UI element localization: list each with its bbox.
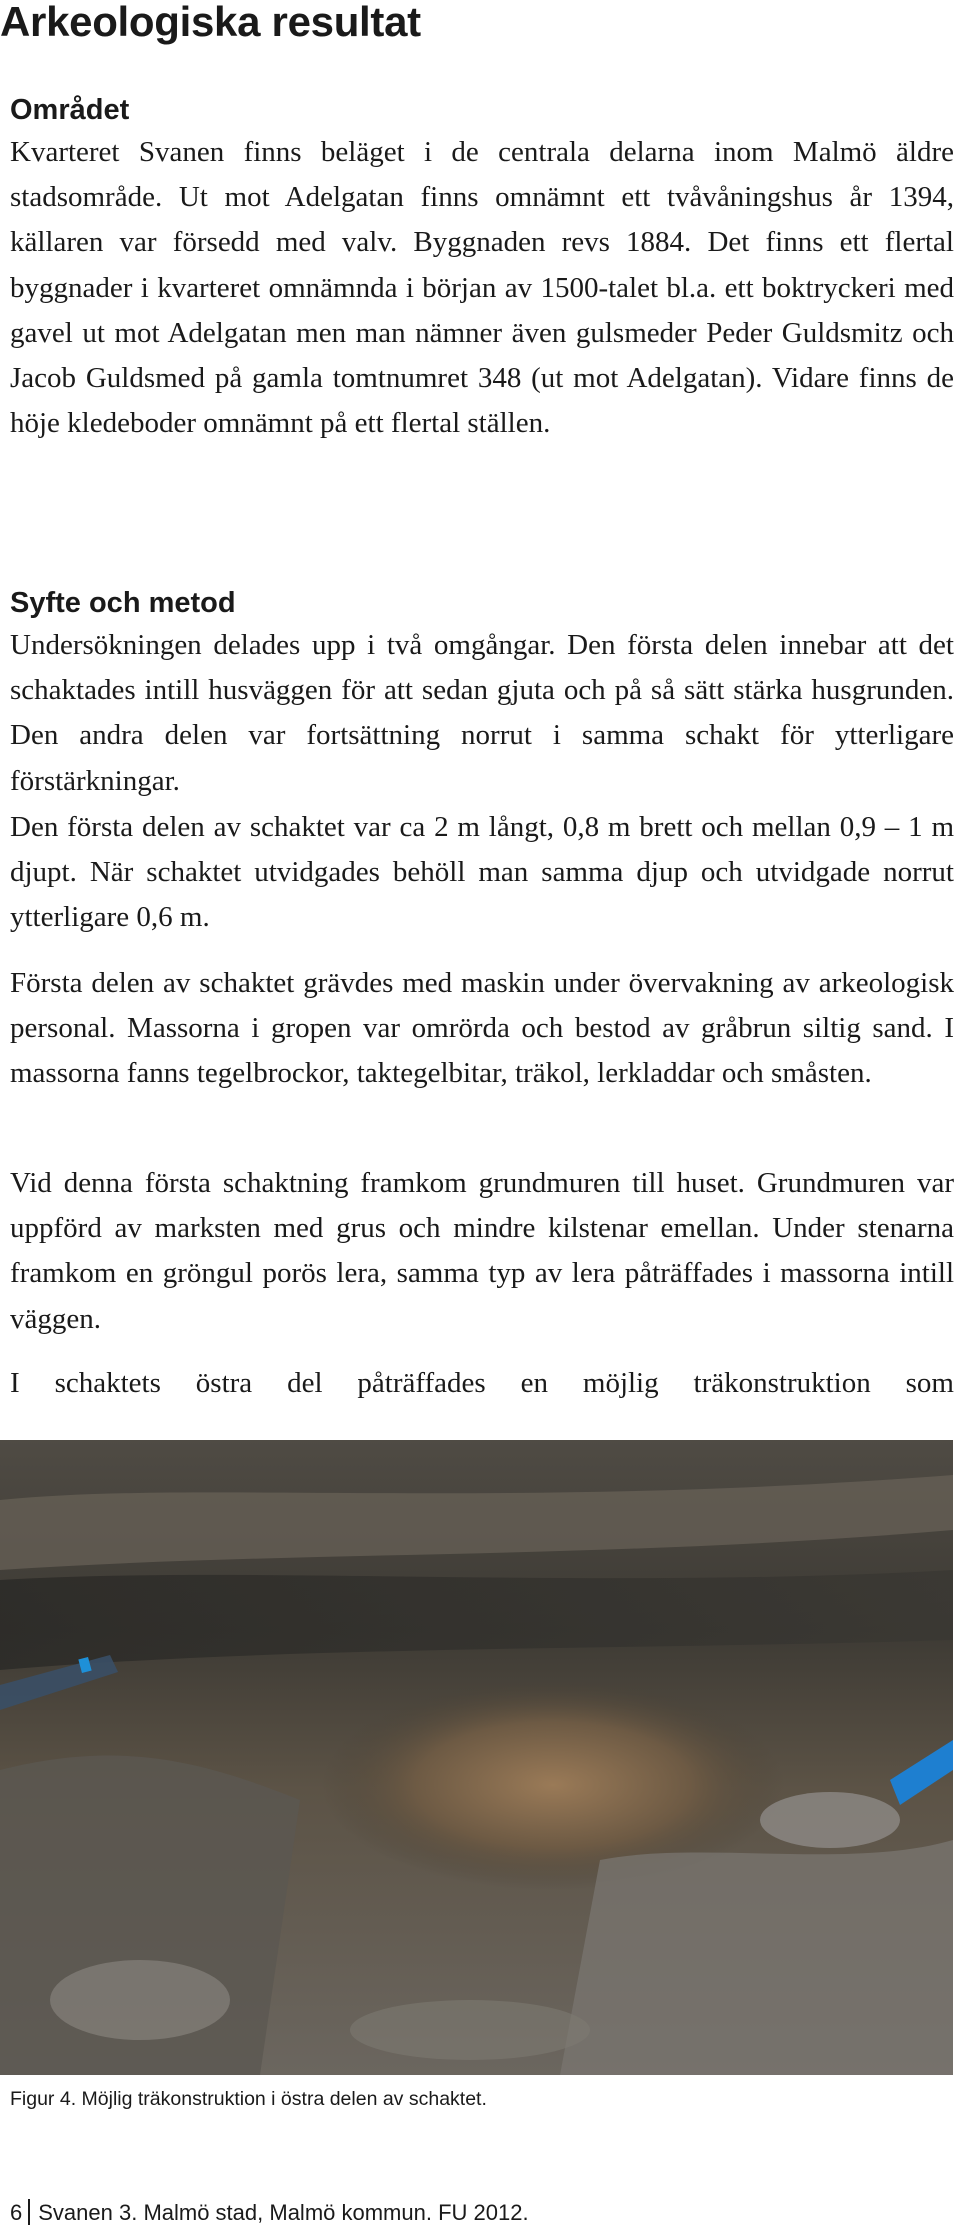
footer-divider [28,2199,30,2225]
paragraph-syfte-3: Första delen av schaktet grävdes med maskin under övervakning av arkeologisk personal. Massorna i gropen var omrörda och bestod av gråbrun siltig sand. I massorna fanns tegelbrockor, taktegelbitar, träkol, lerkladdar och småsten. [10,967,954,1090]
section-heading-omradet: Området [10,94,130,126]
excavation-photo [0,1440,953,2075]
figure-caption: Figur 4. Möjlig träkonstruktion i östra delen av schaktet. [10,2088,487,2110]
paragraph-omradet: Kvarteret Svanen finns beläget i de centrala delarna inom Malmö äldre stadsområde. Ut mot Adelgatan finns omnämnt ett tvåvåningshus år 1394, källaren var försedd med valv. Byggnaden revs 1884. Det finns ett flertal byggnader i kvarteret omnämnda i början av 1500-talet bl.a. ett boktryckeri med gavel ut mot Adelgatan men man nämner även gulsmeder Peder Guldsmitz och Jacob Guldsmed på gamla tomtnumret 348 (ut mot Adelgatan). Vidare finns de höje kledeboder omnämnt på ett flertal ställen. [10,136,954,440]
page-footer [10,2199,529,2227]
page-number: 6 [10,2200,23,2225]
paragraph-syfte-2: Den första delen av schaktet var ca 2 m långt, 0,8 m brett och mellan 0,9 – 1 m djupt. När schaktet utvidgades behöll man samma djup och utvidgade norrut ytterligare 0,6 m. [10,811,954,934]
footer-text: Svanen 3. Malmö stad, Malmö kommun. FU 2012. [38,2200,529,2225]
page-title: Arkeologiska resultat [0,0,421,45]
paragraph-syfte-5: I schaktets östra del påträffades en möjlig träkonstruktion som [10,1367,954,1399]
section-heading-syfte: Syfte och metod [10,587,236,619]
excavation-photo-graphic [0,1440,953,2075]
paragraph-syfte-4: Vid denna första schaktning framkom grundmuren till huset. Grundmuren var uppförd av marksten med grus och mindre kilstenar emellan. Under stenarna framkom en gröngul porös lera, samma typ av lera påträffades i massorna intill väggen. [10,1167,954,1335]
paragraph-syfte-1: Undersökningen delades upp i två omgångar. Den första delen innebar att det schaktades intill husväggen för att sedan gjuta och på så sätt stärka husgrunden. Den andra delen var fortsättning norrut i samma schakt för ytterligare förstärkningar. [10,629,954,797]
